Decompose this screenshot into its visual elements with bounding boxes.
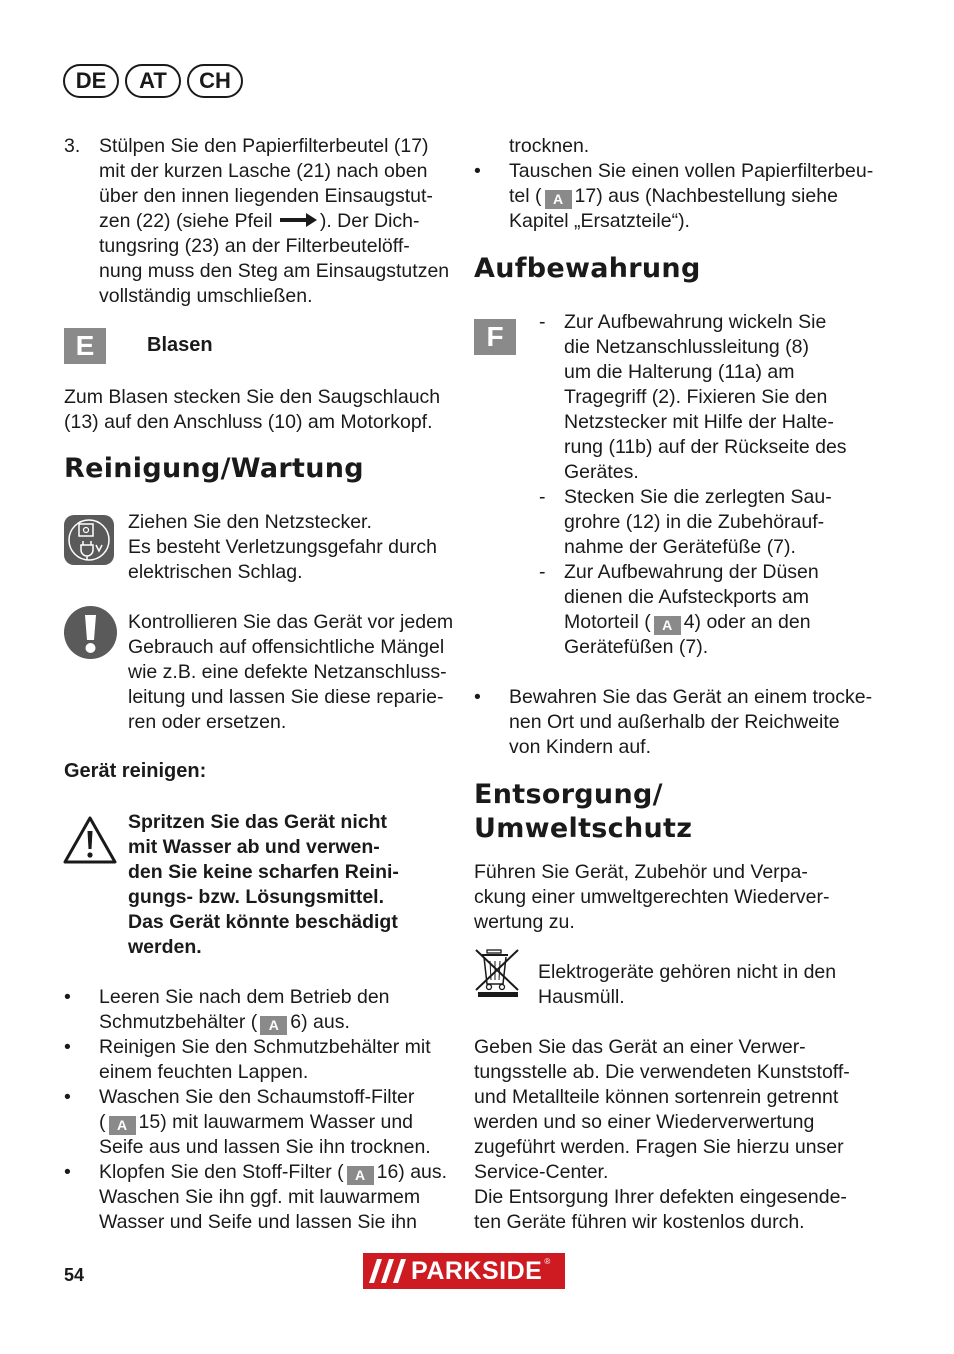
unplug-line: Ziehen Sie den Netzstecker. (128, 511, 372, 533)
check-text (128, 610, 458, 735)
parkside-logo (363, 1253, 565, 1289)
step-line: Zur Aufbewahrung wickeln Sie (564, 311, 827, 333)
check-line: leitung und lassen Sie diese reparie- (128, 686, 444, 708)
step-line: rung (11b) auf der Rückseite des (564, 436, 847, 458)
step-3-marker: 3. (64, 135, 81, 157)
ref-a-icon: A (109, 1116, 136, 1135)
ref-a-icon: A (260, 1016, 287, 1035)
weee-line: Hausmüll. (538, 986, 625, 1008)
entsorgung-heading-line: Umweltschutz (474, 813, 693, 844)
blasen-line: Zum Blasen stecken Sie den Saugschlauch (64, 386, 441, 408)
bullet: • (64, 1161, 71, 1183)
ref-a-icon: A (545, 190, 572, 209)
section-letter-e: E (64, 328, 106, 364)
bullet: • (64, 986, 71, 1008)
entsorgung-heading (474, 778, 692, 846)
store-bullet (474, 685, 884, 760)
env-line: ckung einer umweltgerechten Wiederver- (474, 886, 830, 908)
bullet-line: Waschen Sie ihn ggf. mit lauwarmem (99, 1186, 421, 1208)
check-line: ren oder ersetzen. (128, 711, 287, 733)
clean-heading: Gerät reinigen: (64, 760, 207, 782)
warning-text (128, 810, 458, 960)
warning-line: Das Gerät könnte beschädigt (128, 911, 398, 933)
disposal-line: tungsstelle ab. Die verwendeten Kunststoff- (474, 1061, 850, 1083)
step-3-line: über den innen liegenden Einsaugstut- (99, 185, 433, 207)
aufbewahrung-heading: Aufbewahrung (474, 253, 701, 284)
ref-a-icon: A (347, 1166, 374, 1185)
bullet-line: Schmutzbehälter ( A 6) aus. (99, 1011, 350, 1033)
page-number: 54 (64, 1265, 85, 1285)
check-line: wie z.B. eine defekte Netzanschluss- (128, 661, 447, 683)
unplug-text (128, 510, 458, 585)
logo-reg-mark: ® (544, 1257, 551, 1266)
step-line: Gerätes. (564, 461, 639, 483)
bullet-line: Klopfen Sie den Stoff-Filter ( A 16) aus. (99, 1161, 448, 1183)
list-item (64, 985, 464, 1035)
dash: - (539, 311, 546, 333)
bullet-line: Seife aus und lassen Sie ihn trocknen. (99, 1136, 431, 1158)
list-item (539, 485, 869, 560)
step-3-line: Stülpen Sie den Papierfilterbeutel (17) (99, 135, 429, 157)
swap-filter (474, 134, 884, 234)
bullet-line: Bewahren Sie das Gerät an einem trocke- (509, 686, 873, 708)
env-line: wertung zu. (474, 911, 575, 933)
step-line: Netzstecker mit Hilfe der Halte- (564, 411, 834, 433)
ref-a-icon: A (654, 616, 681, 635)
step-line: Gerätefüßen (7). (564, 636, 709, 658)
reinigung-heading: Reinigung/Wartung (64, 453, 364, 484)
bullet-line: tel ( A 17) aus (Nachbestellung siehe (509, 185, 838, 207)
step-3 (64, 134, 464, 309)
step-line: nahme der Gerätefüße (7). (564, 536, 796, 558)
dash: - (539, 561, 546, 583)
disposal-line: Service-Center. (474, 1161, 609, 1183)
disposal-line: Die Entsorgung Ihrer defekten eingesende- (474, 1186, 847, 1208)
bullet-line: Reinigen Sie den Schmutzbehälter mit (99, 1036, 431, 1058)
list-item (64, 1160, 464, 1235)
step-3-line: mit der kurzen Lasche (21) nach oben (99, 160, 428, 182)
warning-line: werden. (128, 936, 202, 958)
unplug-line: elektrischen Schlag. (128, 561, 303, 583)
disposal-line: Geben Sie das Gerät an einer Verwer- (474, 1036, 806, 1058)
logo-wordmark: PARKSIDE (411, 1256, 543, 1285)
country-badge-de: DE (63, 64, 119, 98)
list-item (539, 560, 869, 660)
country-badge-at: AT (125, 64, 181, 98)
dash: - (539, 486, 546, 508)
bullet-line: einem feuchten Lappen. (99, 1061, 309, 1083)
bullet-line: Leeren Sie nach dem Betrieb den (99, 986, 390, 1008)
bullet: • (474, 686, 481, 708)
clean-bullets (64, 985, 464, 1235)
warning-triangle-icon (62, 815, 118, 865)
env-text (474, 860, 884, 935)
step-3-line: vollständig umschließen. (99, 285, 313, 307)
blasen-heading: Blasen (147, 334, 213, 356)
weee-line: Elektrogeräte gehören nicht in den (538, 961, 837, 983)
arrow-right-icon (280, 212, 318, 228)
disposal-text (474, 1035, 894, 1235)
step-3-line: nung muss den Steg am Einsaugstutzen (99, 260, 450, 282)
exclamation-icon (64, 606, 117, 659)
warning-line: mit Wasser ab und verwen- (128, 836, 380, 858)
disposal-line: ten Geräte führen wir kostenlos durch. (474, 1211, 805, 1233)
bullet: • (64, 1036, 71, 1058)
bullet-line: nen Ort und außerhalb der Reichweite (509, 711, 840, 733)
bullet-line: Waschen Sie den Schaumstoff-Filter (99, 1086, 415, 1108)
bullet: • (474, 160, 481, 182)
country-badge-ch: CH (187, 64, 243, 98)
step-3-line: zen (22) (siehe Pfeil ). Der Dich- (99, 210, 420, 232)
list-item (64, 1035, 464, 1085)
country-badges (63, 64, 243, 98)
bullet-line: Tauschen Sie einen vollen Papierfilterbeu- (509, 160, 874, 182)
disposal-line: zugeführt werden. Fragen Sie hierzu unser (474, 1136, 844, 1158)
weee-bin-icon (474, 948, 522, 998)
storage-steps (539, 310, 869, 660)
warning-line: Spritzen Sie das Gerät nicht (128, 811, 387, 833)
warning-line: den Sie keine scharfen Reini- (128, 861, 399, 883)
step-line: dienen die Aufsteckports am (564, 586, 809, 608)
unplug-icon (64, 515, 114, 565)
list-item (64, 1085, 464, 1160)
entsorgung-heading-line: Entsorgung/ (474, 779, 663, 810)
disposal-line: und Metallteile können sortenrein getrennt (474, 1086, 839, 1108)
list-item (474, 685, 884, 760)
disposal-line: werden und so einer Wiederverwertung (474, 1111, 815, 1133)
bullet-line: Wasser und Seife und lassen Sie ihn (99, 1211, 417, 1233)
env-line: Führen Sie Gerät, Zubehör und Verpa- (474, 861, 808, 883)
step-line: grohre (12) in die Zubehörauf- (564, 511, 825, 533)
step-3-line: tungsring (23) an der Filterbeutelöff- (99, 235, 410, 257)
bullet-line: Kapitel „Ersatzteile“). (509, 210, 690, 232)
step-line: Motorteil ( A 4) oder an den (564, 611, 811, 633)
list-item (474, 159, 884, 234)
unplug-line: Es besteht Verletzungsgefahr durch (128, 536, 437, 558)
continued-line: trocknen. (509, 135, 590, 157)
step-line: Zur Aufbewahrung der Düsen (564, 561, 819, 583)
section-letter-f: F (474, 319, 516, 355)
check-line: Gebrauch auf offensichtliche Mängel (128, 636, 445, 658)
list-item (539, 310, 869, 485)
step-line: Stecken Sie die zerlegten Sau- (564, 486, 832, 508)
warning-line: gungs- bzw. Lösungsmittel. (128, 886, 385, 908)
step-line: die Netzanschlussleitung (8) (564, 336, 809, 358)
step-line: um die Halterung (11a) am (564, 361, 795, 383)
logo-slashes-icon (363, 1253, 411, 1289)
bullet: • (64, 1086, 71, 1108)
weee-text (538, 960, 878, 1010)
step-line: Tragegriff (2). Fixieren Sie den (564, 386, 828, 408)
check-line: Kontrollieren Sie das Gerät vor jedem (128, 611, 454, 633)
blasen-line: (13) auf den Anschluss (10) am Motorkopf. (64, 411, 433, 433)
blasen-text (64, 385, 464, 435)
bullet-line: ( A 15) mit lauwarmem Wasser und (99, 1111, 414, 1133)
bullet-line: von Kindern auf. (509, 736, 652, 758)
